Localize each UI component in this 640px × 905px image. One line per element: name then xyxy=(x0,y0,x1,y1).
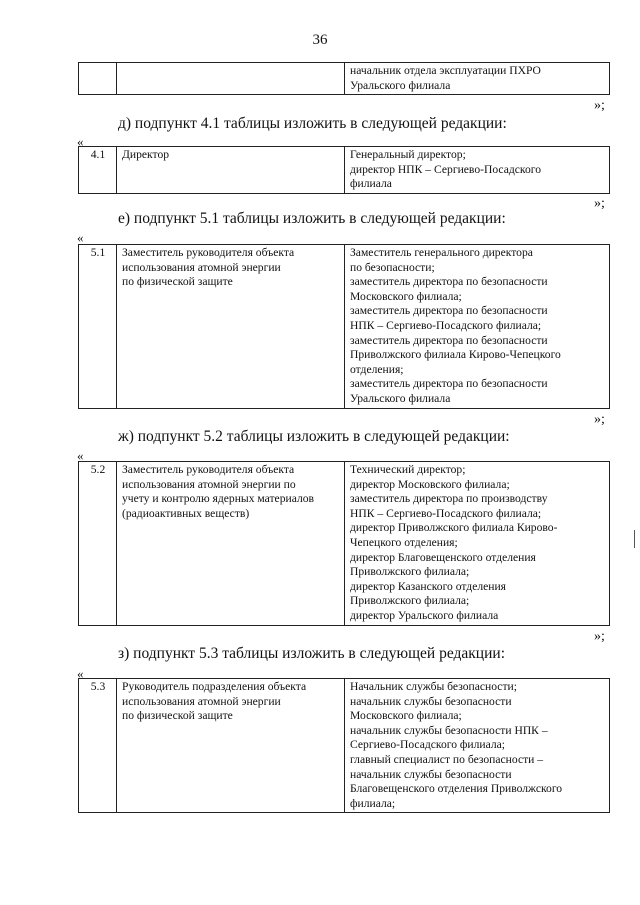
cell-responsible xyxy=(345,245,610,409)
section-heading-e: е) подпункт 5.1 таблицы изложить в следующей редакции: xyxy=(118,210,506,227)
table-5-3 xyxy=(78,678,610,813)
cell-number xyxy=(79,63,117,95)
cell-responsible xyxy=(345,679,610,813)
opening-quote: « xyxy=(77,230,84,245)
cell-line: НПК – Сергиево-Посадского филиала; xyxy=(350,318,542,332)
cell-line: начальник отдела эксплуатации ПХРО xyxy=(350,64,541,77)
table-continuation xyxy=(78,62,610,95)
cell-line: директор Приволжского филиала Кирово- xyxy=(350,521,558,535)
section-heading-zh: ж) подпункт 5.2 таблицы изложить в следующей редакции: xyxy=(118,428,510,445)
cell-line: (радиоактивных веществ) xyxy=(122,506,250,520)
cell-line: Благовещенского отделения Приволжского xyxy=(350,782,563,796)
cell-line: Московского филиала; xyxy=(350,289,462,303)
cell-line: Заместитель генерального директора xyxy=(350,246,533,259)
cell-position xyxy=(117,462,345,626)
cell-line: филиала xyxy=(350,177,392,191)
closing-quote: »; xyxy=(594,629,605,644)
cell-responsible xyxy=(345,147,610,194)
cell-line: Чепецкого отделения; xyxy=(350,535,458,549)
cell-line: по физической защите xyxy=(122,709,233,723)
cell-line: использования атомной энергии xyxy=(122,260,281,274)
table-4-1 xyxy=(78,146,610,194)
cell-number: 5.3 xyxy=(79,679,117,813)
cell-line: директор Московского филиала; xyxy=(350,477,510,491)
cell-line: Генеральный директор; xyxy=(350,148,466,161)
cell-line: директор Казанского отделения xyxy=(350,579,507,593)
cell-line: директор Уральского филиала xyxy=(350,608,499,622)
cell-line: начальник службы безопасности xyxy=(350,694,512,708)
cell-line: Приволжского филиала; xyxy=(350,565,470,579)
cell-line: Начальник службы безопасности; xyxy=(350,680,517,693)
cell-line: филиала; xyxy=(350,796,396,810)
cell-position xyxy=(117,245,345,409)
cell-line: Московского филиала; xyxy=(350,709,462,723)
cell-line: заместитель директора по безопасности xyxy=(350,377,548,391)
table-row xyxy=(79,462,610,626)
cell-line: Технический директор; xyxy=(350,463,466,476)
cell-line: начальник службы безопасности НПК – xyxy=(350,723,548,737)
cell-position xyxy=(117,679,345,813)
cell-line: учету и контролю ядерных материалов xyxy=(122,492,315,506)
cell-responsible xyxy=(345,462,610,626)
cell-line: заместитель директора по безопасности xyxy=(350,333,548,347)
cell-line: по физической защите xyxy=(122,275,233,289)
cell-position xyxy=(117,147,345,194)
table-row xyxy=(79,679,610,813)
table-row xyxy=(79,245,610,409)
scan-edge-mark xyxy=(634,530,635,548)
table-5-1 xyxy=(78,244,610,409)
cell-line: заместитель директора по производству xyxy=(350,492,548,506)
table-row xyxy=(79,147,610,194)
opening-quote: « xyxy=(77,666,84,681)
closing-quote: »; xyxy=(594,196,605,211)
cell-line: заместитель директора по безопасности xyxy=(350,275,548,289)
closing-quote: »; xyxy=(594,98,605,113)
table-row xyxy=(79,63,610,95)
cell-line: главный специалист по безопасности – xyxy=(350,752,544,766)
opening-quote: « xyxy=(77,448,84,463)
cell-line: Приволжского филиала; xyxy=(350,594,470,608)
cell-position xyxy=(117,63,345,95)
cell-line: по безопасности; xyxy=(350,260,435,274)
cell-line: директор Благовещенского отделения xyxy=(350,550,536,564)
cell-line: директор НПК – Сергиево-Посадского xyxy=(350,162,542,176)
cell-line: Заместитель руководителя объекта xyxy=(122,463,295,476)
cell-line: Уральского филиала xyxy=(350,78,451,92)
cell-number: 5.1 xyxy=(79,245,117,409)
cell-line: использования атомной энергии xyxy=(122,694,281,708)
cell-line: заместитель директора по безопасности xyxy=(350,304,548,318)
section-heading-z: з) подпункт 5.3 таблицы изложить в следующей редакции: xyxy=(118,645,506,662)
table-5-2 xyxy=(78,461,610,626)
closing-quote: »; xyxy=(594,412,605,427)
cell-line: Руководитель подразделения объекта xyxy=(122,680,307,693)
cell-line: Приволжского филиала Кирово-Чепецкого xyxy=(350,348,561,362)
cell-line: Директор xyxy=(122,148,170,161)
cell-number: 4.1 xyxy=(79,147,117,194)
cell-responsible xyxy=(345,63,610,95)
cell-line: Сергиево-Посадского филиала; xyxy=(350,738,506,752)
page-number: 36 xyxy=(312,32,328,48)
section-heading-d: д) подпункт 4.1 таблицы изложить в следующей редакции: xyxy=(118,115,507,132)
cell-line: Заместитель руководителя объекта xyxy=(122,246,295,259)
cell-number: 5.2 xyxy=(79,462,117,626)
cell-line: НПК – Сергиево-Посадского филиала; xyxy=(350,506,542,520)
cell-line: отделения; xyxy=(350,362,404,376)
opening-quote: « xyxy=(77,134,84,149)
cell-line: использования атомной энергии по xyxy=(122,477,296,491)
cell-line: начальник службы безопасности xyxy=(350,767,512,781)
cell-line: Уральского филиала xyxy=(350,391,451,405)
